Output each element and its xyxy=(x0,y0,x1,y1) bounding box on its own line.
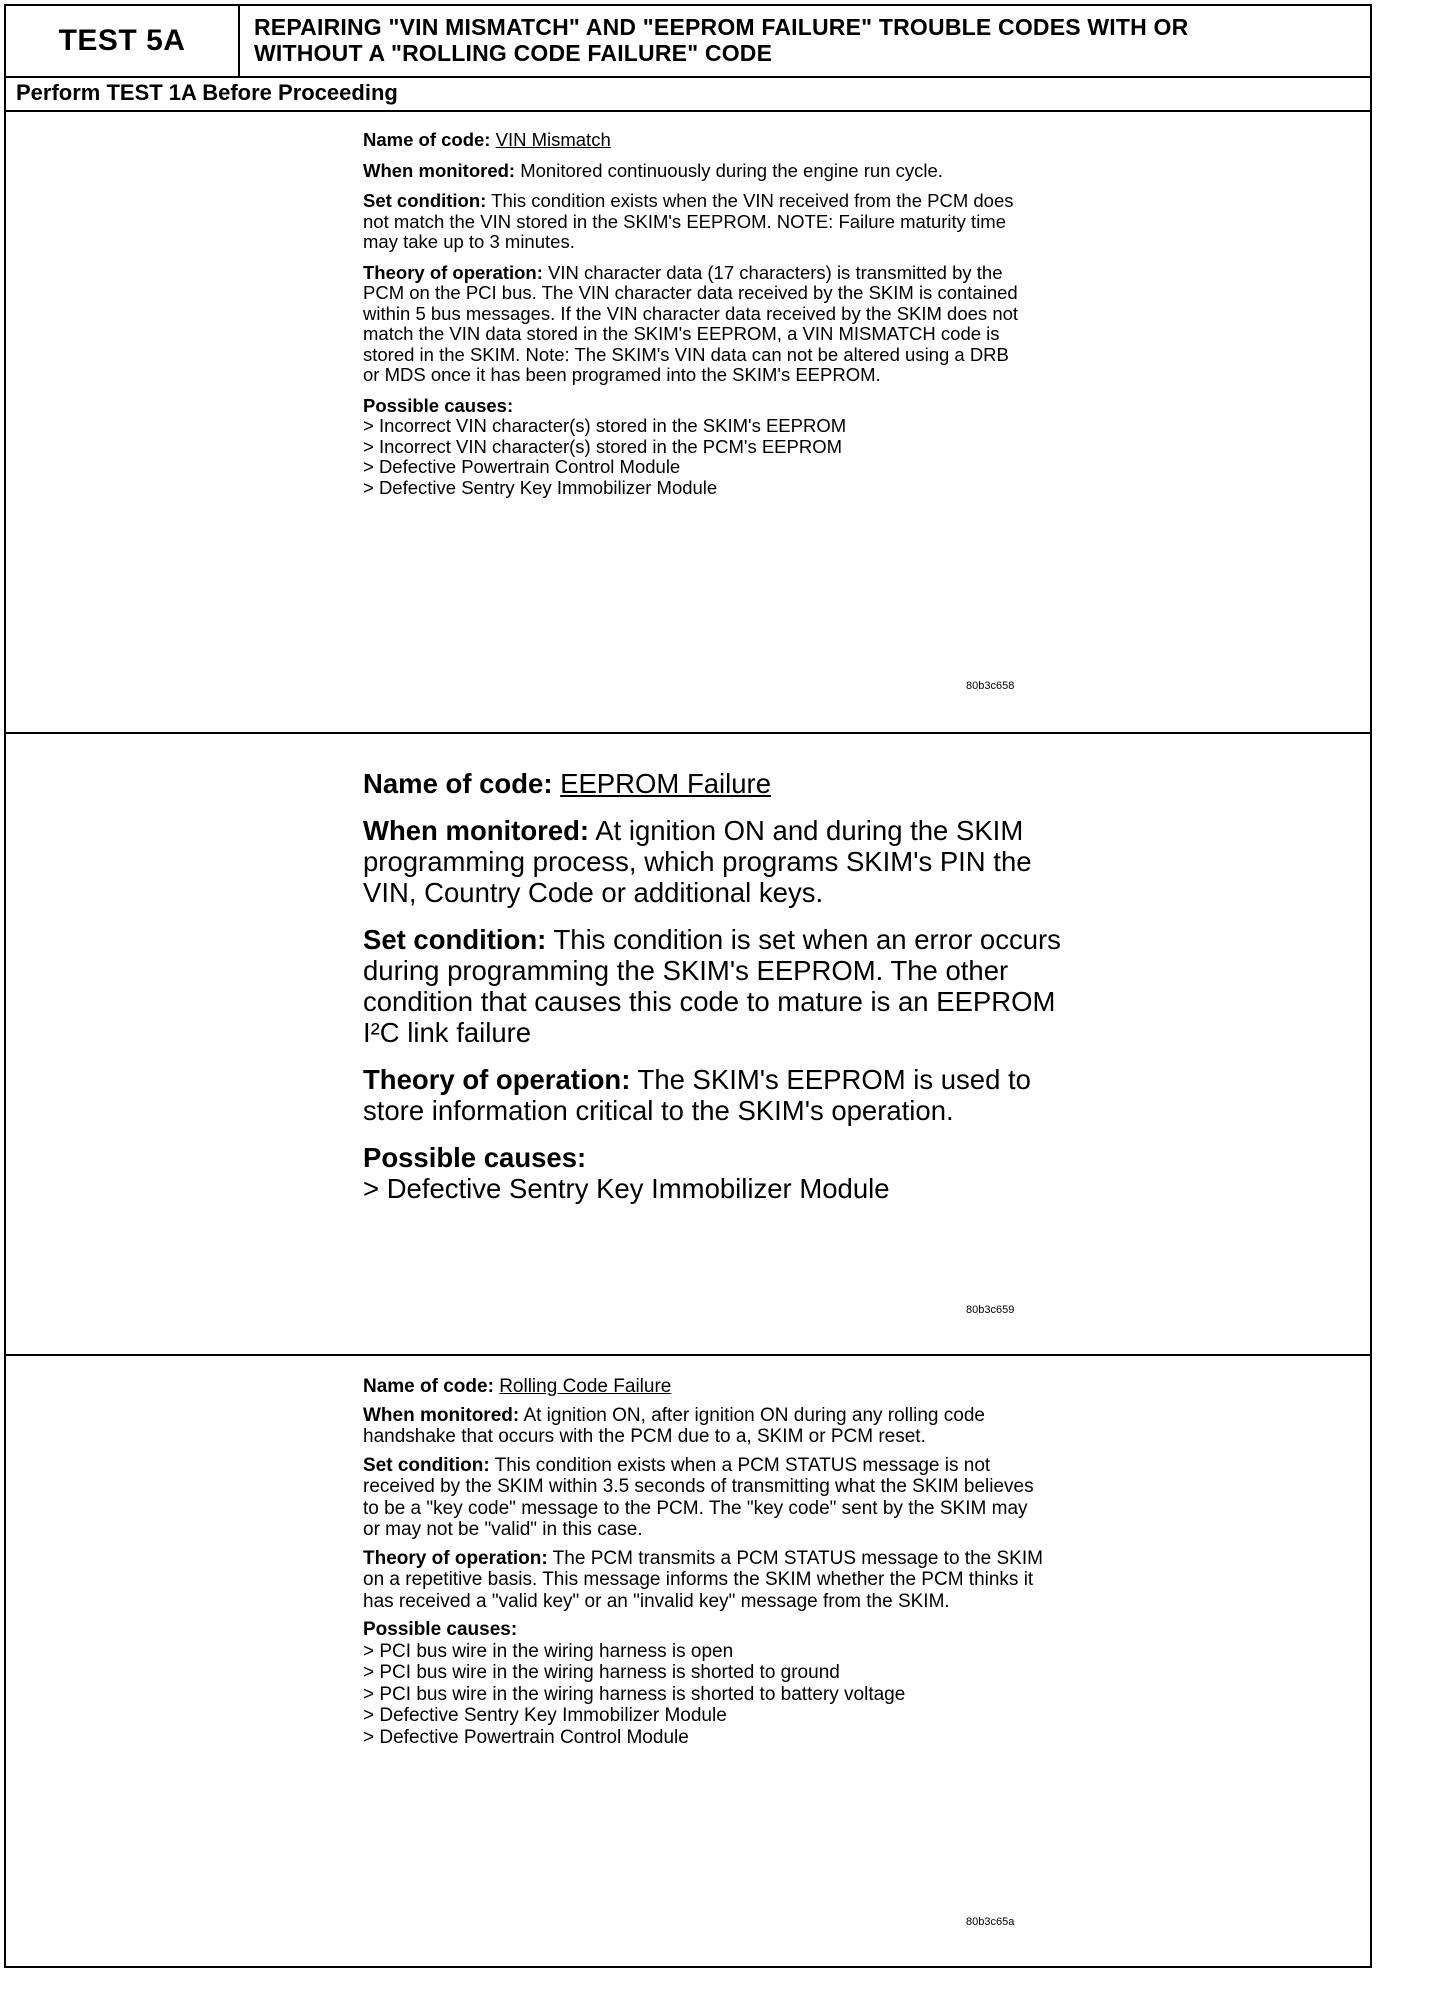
set-condition xyxy=(363,924,1063,1048)
theory-text: The PCM transmits a PCM STATUS message to the SKIM on a repetitive basis. This message informs the SKIM whether the PCM thinks it has received a "valid key" or an "invalid key" message from the SKIM. xyxy=(363,1547,1043,1612)
cause-item: > Defective Sentry Key Immobilizer Module xyxy=(363,1173,890,1204)
code-name-label: Name of code: xyxy=(363,129,491,150)
possible-causes-label: Possible causes: xyxy=(363,1619,518,1640)
figure-reference: 80b3c65a xyxy=(966,1916,1015,1928)
when-monitored-label: When monitored: xyxy=(363,1404,520,1426)
theory-label: Theory of operation: xyxy=(363,1064,631,1095)
when-monitored-label: When monitored: xyxy=(363,159,516,181)
code-section-vin-mismatch xyxy=(6,112,1370,734)
code-name-value: EEPROM Failure xyxy=(560,768,772,799)
code-description xyxy=(363,768,1063,1204)
possible-causes-label: Possible causes: xyxy=(363,394,514,416)
theory-text: VIN character data (17 characters) is transmitted by the PCM on the PCI bus. The VIN character data received by the SKIM is contained within 5 bus messages. If the VIN character data received by the SKIM does not match the VIN data stored in the SKIM's EEPROM, a VIN MISMATCH code is stored in the SKIM. Note: The SKIM's VIN data can not be altered using a DRB or MDS once it has been programed into the SKIM's EEPROM. xyxy=(363,261,1019,385)
possible-causes-list xyxy=(363,1641,1043,1749)
code-description xyxy=(363,130,1023,498)
code-section-rolling-code-failure xyxy=(6,1356,1370,1968)
test-label: TEST 5A xyxy=(6,6,240,76)
theory-label: Theory of operation: xyxy=(363,1547,548,1569)
cause-item: > Defective Powertrain Control Module xyxy=(363,456,681,477)
test-title-line-1: REPAIRING "VIN MISMATCH" AND "EEPROM FAILURE" TROUBLE CODES WITH OR xyxy=(254,14,1189,40)
cause-item: > Defective Sentry Key Immobilizer Module xyxy=(363,476,718,498)
figure-reference: 80b3c659 xyxy=(966,1304,1015,1316)
when-monitored-text: Monitored continuously during the engine run cycle. xyxy=(520,159,943,181)
code-name-value: Rolling Code Failure xyxy=(499,1376,672,1397)
set-condition-label: Set condition: xyxy=(363,1454,490,1476)
cause-item: > PCI bus wire in the wiring harness is shorted to ground xyxy=(363,1662,840,1683)
theory-text: The SKIM's EEPROM is used to store information critical to the SKIM's operation. xyxy=(363,1064,1031,1126)
when-monitored xyxy=(363,161,1023,182)
document-frame xyxy=(4,4,1372,1968)
when-monitored-label: When monitored: xyxy=(363,815,590,846)
cause-item: > PCI bus wire in the wiring harness is open xyxy=(363,1640,734,1662)
code-name-label: Name of code: xyxy=(363,1376,494,1397)
theory-label: Theory of operation: xyxy=(363,261,543,283)
possible-causes-list xyxy=(363,416,1023,498)
set-condition-label: Set condition: xyxy=(363,190,487,211)
cause-item: > Defective Sentry Key Immobilizer Module xyxy=(363,1705,727,1726)
code-section-eeprom-failure xyxy=(6,734,1370,1356)
when-monitored xyxy=(363,1405,1043,1448)
code-description xyxy=(363,1376,1043,1748)
code-name-value: VIN Mismatch xyxy=(495,129,611,150)
code-name-line xyxy=(363,768,1063,799)
set-condition-text: This condition is set when an error occurs during programming the SKIM's EEPROM. The other condition that causes this code to mature is an EEPROM I²C link failure xyxy=(363,924,1061,1048)
when-monitored-text: At ignition ON, after ignition ON during any rolling code handshake that occurs with the PCM due to a, SKIM or PCM reset. xyxy=(363,1404,985,1447)
when-monitored-text: At ignition ON and during the SKIM programming process, which programs SKIM's PIN the VIN, Country Code or additional keys. xyxy=(363,815,1032,908)
figure-reference: 80b3c658 xyxy=(966,680,1015,692)
set-condition-text: This condition exists when a PCM STATUS message is not received by the SKIM within 3.5 seconds of transmitting what the SKIM believes to be a "key code" message to the PCM. The "key code" sent by the SKIM may or may not be "valid" in this case. xyxy=(363,1454,1034,1540)
prerequisite-note: Perform TEST 1A Before Proceeding xyxy=(6,78,1370,112)
cause-item: > Defective Powertrain Control Module xyxy=(363,1726,689,1748)
cause-item: > Incorrect VIN character(s) stored in the PCM's EEPROM xyxy=(363,435,843,457)
code-name-line xyxy=(363,1376,1043,1398)
set-condition xyxy=(363,1455,1043,1541)
set-condition xyxy=(363,191,1023,253)
test-title-line-2: WITHOUT A "ROLLING CODE FAILURE" CODE xyxy=(254,40,773,66)
code-name-label: Name of code: xyxy=(363,768,553,799)
theory-of-operation xyxy=(363,1548,1043,1613)
set-condition-label: Set condition: xyxy=(363,924,547,955)
test-header xyxy=(6,6,1370,78)
theory-of-operation xyxy=(363,263,1023,386)
cause-item: > Incorrect VIN character(s) stored in the SKIM's EEPROM xyxy=(363,415,847,436)
code-name-line xyxy=(363,130,1023,151)
cause-item: > PCI bus wire in the wiring harness is shorted to battery voltage xyxy=(363,1683,906,1705)
test-title xyxy=(254,14,1354,66)
possible-causes-list xyxy=(363,1173,1063,1204)
when-monitored xyxy=(363,815,1063,908)
set-condition-text: This condition exists when the VIN received from the PCM does not match the VIN stored in the SKIM's EEPROM. NOTE: Failure maturity time may take up to 3 minutes. xyxy=(363,190,1014,252)
theory-of-operation xyxy=(363,1064,1063,1126)
possible-causes-label: Possible causes: xyxy=(363,1142,587,1173)
